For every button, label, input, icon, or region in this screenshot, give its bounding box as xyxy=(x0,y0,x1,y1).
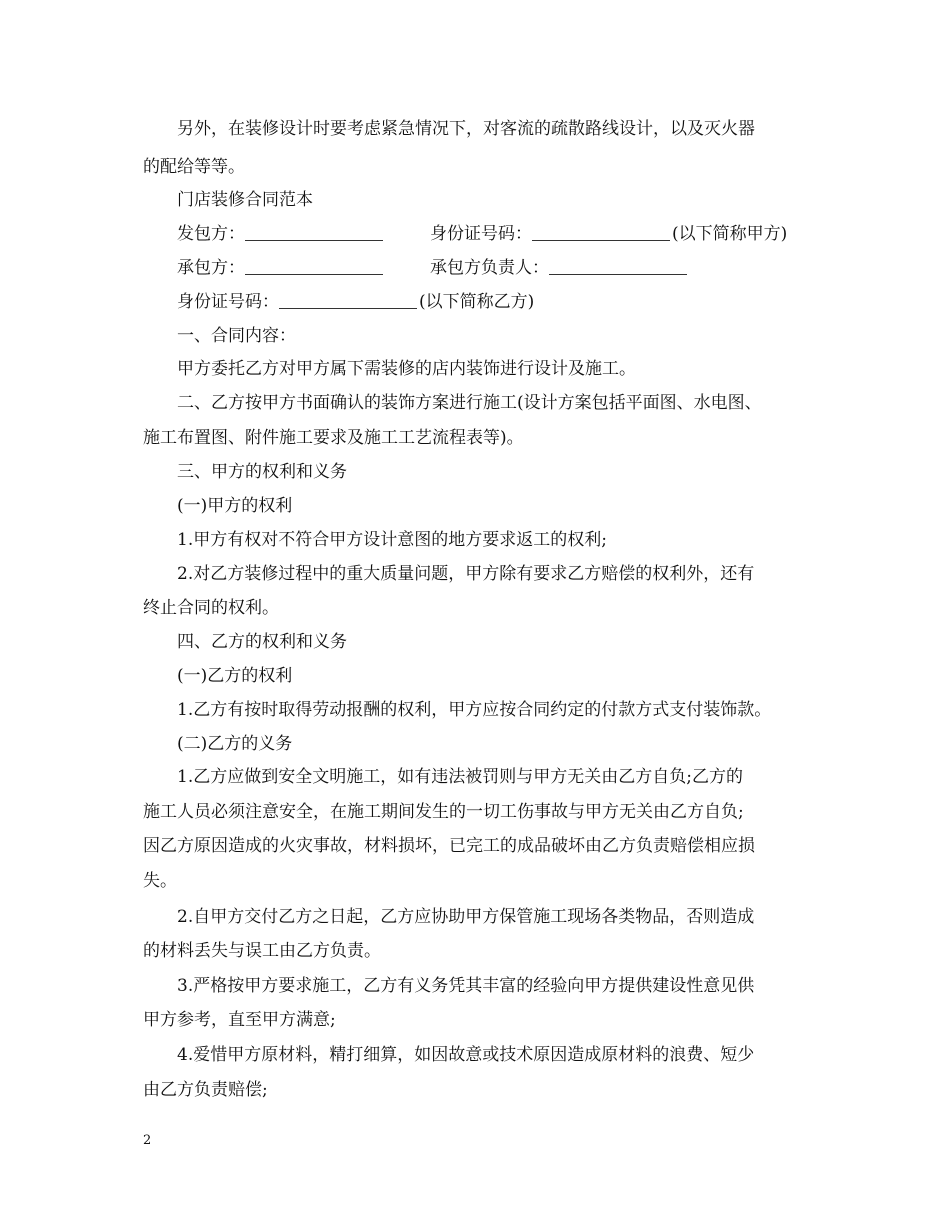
paragraph-line: 甲方参考，直至甲方满意; xyxy=(143,1010,336,1030)
party-b-row xyxy=(177,256,385,280)
party-b-id-row xyxy=(177,290,534,314)
paragraph-line: 另外，在装修设计时要考虑紧急情况下，对客流的疏散路线设计，以及灭火器 xyxy=(177,119,755,139)
party-a-id-label: 身份证号码： xyxy=(430,224,532,244)
list-item: 2.对乙方装修过程中的重大质量问题，甲方除有要求乙方赔偿的权利外，还有 xyxy=(177,564,755,584)
party-a-label: 发包方： xyxy=(177,224,245,244)
paragraph-line: 终止合同的权利。 xyxy=(143,598,279,618)
party-b-manager-label: 承包方负责人： xyxy=(430,258,549,278)
subsection-heading: (二)乙方的义务 xyxy=(177,734,293,754)
party-a-alias: (以下简称甲方) xyxy=(672,224,788,244)
party-a-row xyxy=(177,222,385,246)
paragraph-line: 施工人员必须注意安全，在施工期间发生的一切工伤事故与甲方无关由乙方自负; xyxy=(143,802,744,822)
list-item: 1.甲方有权对不符合甲方设计意图的地方要求返工的权利; xyxy=(177,530,607,550)
party-b-id-blank xyxy=(279,290,417,309)
section-heading: 一、合同内容： xyxy=(177,326,296,346)
section-heading: 三、甲方的权利和义务 xyxy=(177,462,347,482)
paragraph-line: 二、乙方按甲方书面确认的装饰方案进行施工(设计方案包括平面图、水电图、 xyxy=(177,393,762,413)
party-b-id-label: 身份证号码： xyxy=(177,292,279,312)
subsection-heading: (一)乙方的权利 xyxy=(177,666,293,686)
party-b-blank xyxy=(245,256,383,275)
paragraph-line: 施工布置图、附件施工要求及施工工艺流程表等)。 xyxy=(143,428,524,448)
party-b-alias: (以下简称乙方) xyxy=(419,292,535,312)
list-item: 2.自甲方交付乙方之日起，乙方应协助甲方保管施工现场各类物品，否则造成 xyxy=(177,907,755,927)
paragraph-line: 甲方委托乙方对甲方属下需装修的店内装饰进行设计及施工。 xyxy=(177,359,636,379)
subsection-heading: (一)甲方的权利 xyxy=(177,496,293,516)
page-number: 2 xyxy=(143,1133,152,1148)
list-item: 1.乙方有按时取得劳动报酬的权利，甲方应按合同约定的付款方式支付装饰款。 xyxy=(177,700,772,720)
party-b-label: 承包方： xyxy=(177,258,245,278)
party-b-manager-row xyxy=(430,256,689,280)
party-a-id-blank xyxy=(532,222,670,241)
section-heading: 四、乙方的权利和义务 xyxy=(177,632,347,652)
contract-title: 门店装修合同范本 xyxy=(177,190,313,210)
party-b-manager-blank xyxy=(549,256,687,275)
paragraph-line: 由乙方负责赔偿; xyxy=(143,1080,268,1100)
list-item: 1.乙方应做到安全文明施工，如有违法被罚则与甲方无关由乙方自负;乙方的 xyxy=(177,767,743,787)
party-a-blank xyxy=(245,222,383,241)
party-a-id-row xyxy=(430,222,787,246)
list-item: 4.爱惜甲方原材料，精打细算，如因故意或技术原因造成原材料的浪费、短少 xyxy=(177,1045,755,1065)
paragraph-line: 的配给等等。 xyxy=(143,157,245,177)
list-item: 3.严格按甲方要求施工，乙方有义务凭其丰富的经验向甲方提供建设性意见供 xyxy=(177,976,755,996)
paragraph-line: 失。 xyxy=(143,871,177,891)
paragraph-line: 的材料丢失与误工由乙方负责。 xyxy=(143,941,381,961)
paragraph-line: 因乙方原因造成的火灾事故，材料损坏，已完工的成品破坏由乙方负责赔偿相应损 xyxy=(143,836,755,856)
